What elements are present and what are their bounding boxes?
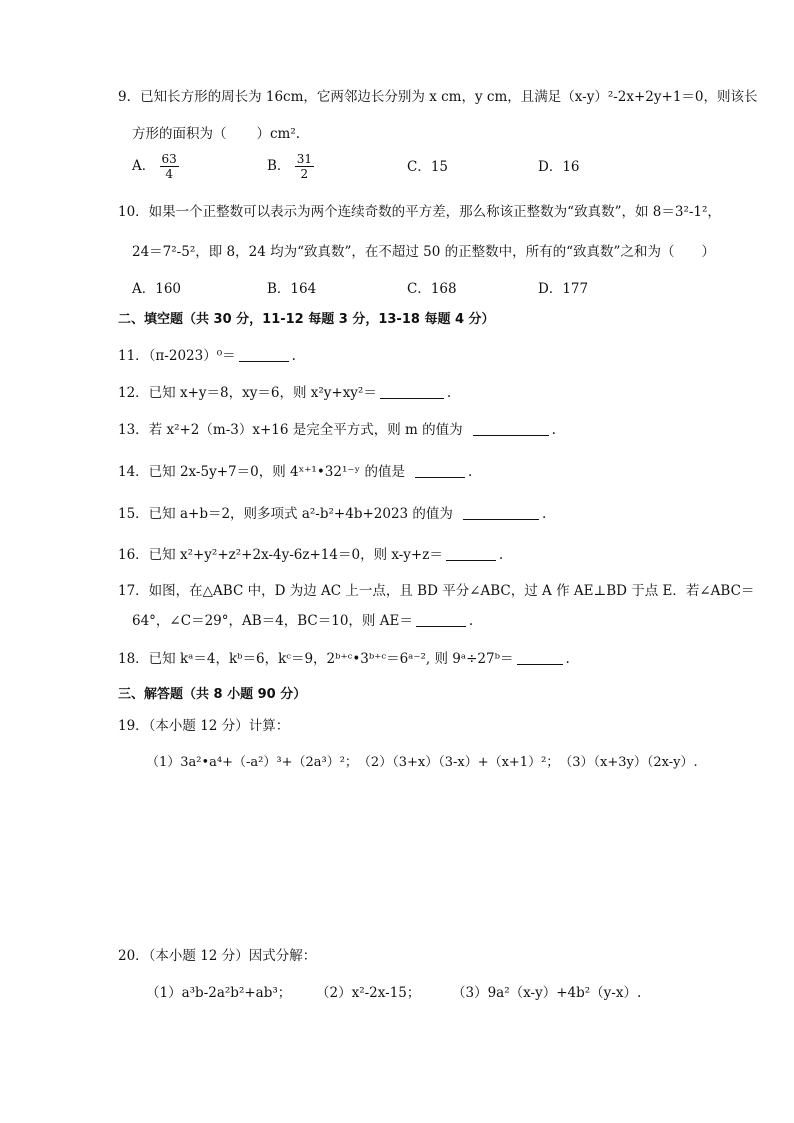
section-fill-in-heading: 二、填空题（共 30 分，11-12 每题 3 分，13-18 每题 4 分） bbox=[118, 312, 495, 327]
q10-option-c: C．168 bbox=[407, 281, 457, 297]
q14-answer-blank bbox=[415, 464, 465, 478]
q11-answer-blank bbox=[239, 348, 289, 362]
q14-text: 14．已知 2x-5y+7＝0，则 4ˣ⁺¹•32¹⁻ʸ 的值是 bbox=[118, 464, 406, 480]
q20-item-3: （3）9a²（x-y）+4b²（y-x）. bbox=[452, 985, 642, 1001]
q11 bbox=[118, 347, 296, 365]
q10-option-a: A．160 bbox=[132, 281, 182, 297]
q9-option-a-fraction bbox=[160, 152, 179, 181]
q11-end: . bbox=[291, 348, 296, 364]
q12 bbox=[118, 384, 451, 402]
q15 bbox=[118, 505, 546, 523]
q16-answer-blank bbox=[446, 547, 496, 561]
q12-answer-blank bbox=[380, 385, 444, 399]
q12-end: . bbox=[446, 385, 452, 401]
q9-line1: 9．已知长方形的周长为 16cm，它两邻边长分别为 x cm，y cm，且满足（x-y）²-2x+2y+1＝0，则该长 bbox=[118, 89, 758, 105]
q15-text: 15．已知 a+b＝2，则多项式 a²-b²+4b+2023 的值为 bbox=[118, 506, 453, 522]
q15-end: . bbox=[541, 506, 547, 522]
q16 bbox=[118, 546, 503, 564]
q9-option-b bbox=[267, 152, 314, 181]
q9-option-b-label: B． bbox=[267, 158, 291, 174]
q9-option-b-numerator: 31 bbox=[296, 152, 312, 166]
q14 bbox=[118, 463, 472, 481]
q15-answer-blank bbox=[463, 506, 539, 520]
q17-text: 64°，∠C＝29°，AB＝4，BC＝10，则 AE＝ bbox=[132, 613, 413, 629]
q18-answer-blank bbox=[517, 651, 563, 665]
q9-option-d: D．16 bbox=[538, 159, 580, 175]
q18 bbox=[118, 650, 570, 668]
q17-end: . bbox=[468, 613, 474, 629]
q9-line2 bbox=[132, 125, 300, 143]
q9-option-b-fraction bbox=[295, 152, 314, 181]
q10-option-d: D．177 bbox=[538, 281, 589, 297]
q13-answer-blank bbox=[473, 422, 549, 436]
q12-text: 12．已知 x+y＝8，xy＝6，则 x²y+xy²＝ bbox=[118, 385, 377, 401]
q17-answer-blank bbox=[416, 613, 466, 627]
q11-text: 11．（π-2023）⁰＝ bbox=[118, 348, 236, 364]
q18-end: . bbox=[565, 651, 570, 667]
q13 bbox=[118, 421, 556, 439]
q10-line1: 10．如果一个正整数可以表示为两个连续奇数的平方差，那么称该正整数为“致真数”，如 8＝3²-1²， bbox=[118, 204, 721, 220]
q19-items: （1）3a²•a⁴+（-a²）³+（2a³）²； （2）（3+x）（3-x）+（x+1）²； （3）（x+3y）（2x-y）. bbox=[146, 755, 698, 770]
q20-item-2: （2）x²-2x-15； bbox=[316, 985, 421, 1001]
q9-option-a-numerator: 63 bbox=[161, 152, 177, 166]
q13-text: 13．若 x²+2（m-3）x+16 是完全平方式，则 m 的值为 bbox=[118, 422, 463, 438]
q9-line2-text-a: 方形的面积为（ bbox=[132, 126, 227, 142]
q9-option-a-label: A． bbox=[132, 158, 156, 174]
q17-line2 bbox=[132, 612, 473, 630]
q14-end: . bbox=[468, 464, 473, 480]
q10-option-b: B．164 bbox=[267, 281, 317, 297]
section-solve-heading: 三、解答题（共 8 小题 90 分） bbox=[118, 687, 307, 702]
q20-item-1: （1）a³b-2a²b²+ab³； bbox=[146, 985, 292, 1001]
q17-line1: 17．如图，在△ABC 中，D 为边 AC 上一点，且 BD 平分∠ABC，过 A 作 AE⊥BD 于点 E．若∠ABC＝ bbox=[118, 583, 755, 599]
q18-text: 18．已知 kᵃ＝4，kᵇ＝6，kᶜ＝9，2ᵇ⁺ᶜ•3ᵇ⁺ᶜ＝6ᵃ⁻², 则 9ᵃ÷27ᵇ＝ bbox=[118, 651, 514, 667]
q9-option-a bbox=[132, 152, 179, 181]
q10-line2: 24＝7²-5²，即 8，24 均为“致真数”，在不超过 50 的正整数中，所有的“致真数”之和为（ ） bbox=[132, 244, 715, 260]
q16-end: . bbox=[498, 547, 504, 563]
q9-option-b-denominator: 2 bbox=[300, 167, 309, 181]
q19-title: 19．（本小题 12 分）计算： bbox=[118, 718, 290, 734]
q9-option-c: C．15 bbox=[407, 159, 449, 175]
q9-line2-text-b: ）cm². bbox=[256, 126, 301, 142]
q16-text: 16．已知 x²+y²+z²+2x-4y-6z+14＝0，则 x-y+z＝ bbox=[118, 547, 443, 563]
q20-title: 20．（本小题 12 分）因式分解： bbox=[118, 948, 317, 964]
q9-option-a-denominator: 4 bbox=[165, 167, 173, 181]
q13-end: . bbox=[551, 422, 556, 438]
